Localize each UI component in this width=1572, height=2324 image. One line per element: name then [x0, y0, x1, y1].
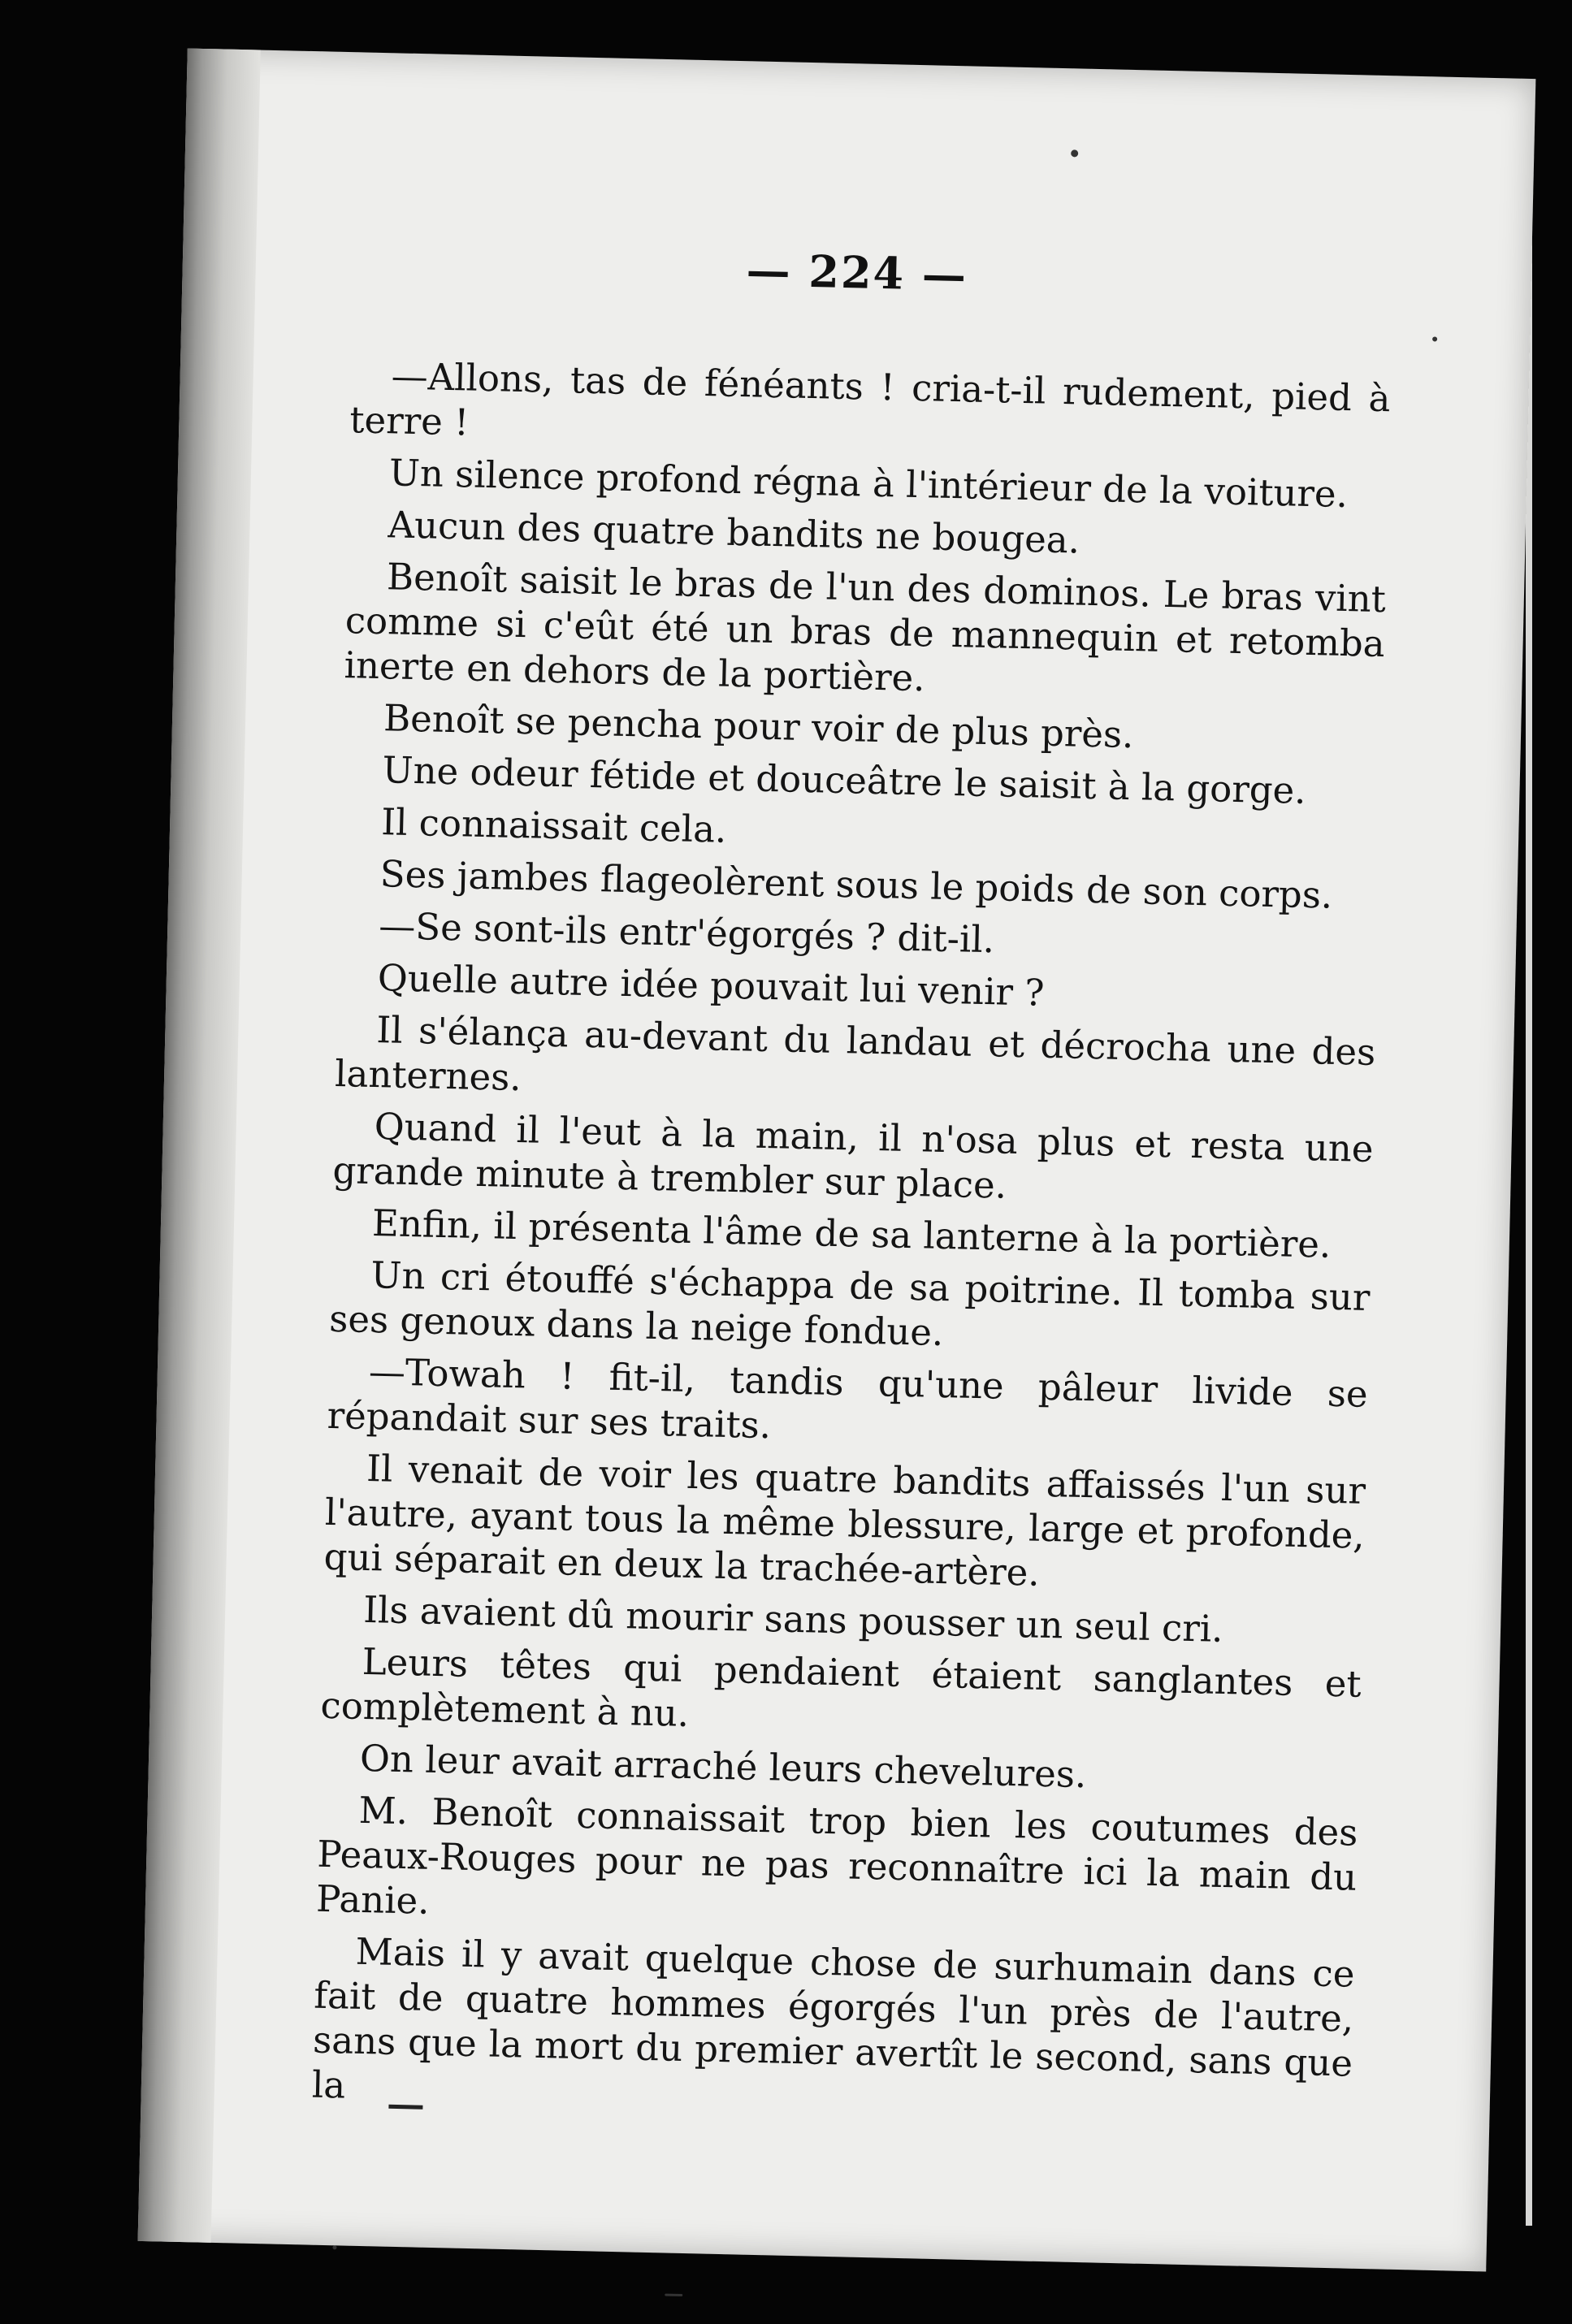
ink-speck — [1432, 336, 1437, 341]
paragraph: Il s'élança au-devant du landau et décrocha une des lanternes. — [334, 1008, 1376, 1100]
paragraph: Ses jambes flageolèrent sous le poids de son corps. — [379, 852, 1333, 917]
ink-speck — [665, 2294, 682, 2296]
page-text — [311, 353, 1391, 2137]
paragraph: Quand il l'eut à la main, il n'osa plus et resta une grande minute à trembler sur place. — [331, 1105, 1375, 1207]
footer-mark — [388, 2105, 422, 2110]
paragraph: Benoît saisit le bras de l'un des dominos. Le bras vint comme si c'eût été un bras de mannequin et retomba inerte en dehors de la portière. — [344, 555, 1387, 700]
paragraph: Enfin, il présenta l'âme de sa lanterne à la portière. — [371, 1201, 1332, 1266]
paragraph: —Se sont-ils entr'égorgés ? dit-il. — [378, 904, 995, 962]
paragraph: Une odeur fétide et douceâtre le saisit à la gorge. — [382, 748, 1307, 812]
page-number: — 224 — — [745, 244, 968, 301]
book-page — [138, 49, 1536, 2272]
paragraph: Il venait de voir les quatre bandits affaissés l'un sur l'autre, ayant tous la même blessure, large et profonde, qui séparait en deux la trachée-artère. — [323, 1446, 1366, 1595]
paragraph: Il connaissait cela. — [380, 800, 727, 851]
paragraph: Aucun des quatre bandits ne bougea. — [388, 503, 1080, 562]
paragraph: Un silence profond régna à l'intérieur de la voiture. — [388, 451, 1349, 517]
ink-speck — [1071, 149, 1078, 157]
paragraph: Mais il y avait quelque chose de surhumain dans ce fait de quatre hommes égorgés l'un près de l'autre, sans que la mort du premier avertît le second, sans que la — [311, 1929, 1356, 2107]
paragraph: Benoît se pencha pour voir de plus près. — [383, 696, 1134, 757]
paragraph: Quelle autre idée pouvait lui venir ? — [377, 956, 1046, 1015]
paragraph: M. Benoît connaissait trop bien les coutumes des Peaux-Rouges pour ne pas reconnaître ici la main du Panie. — [315, 1788, 1358, 1923]
paragraph: —Allons, tas de fénéants ! cria-t-il rudement, pied à terre ! — [349, 354, 1392, 444]
paragraph: Leurs têtes qui pendaient étaient sanglantes et complètement à nu. — [320, 1639, 1362, 1736]
paragraph: On leur avait arraché leurs chevelures. — [359, 1736, 1087, 1797]
ink-speck — [332, 2245, 336, 2249]
paragraph: Ils avaient dû mourir sans pousser un seul cri. — [362, 1587, 1224, 1651]
paragraph: —Towah ! fit-il, tandis qu'une pâleur livide se répandait sur ses traits. — [327, 1350, 1369, 1448]
paragraph: Un cri étouffé s'échappa de sa poitrine. Il tomba sur ses genoux dans la neige fondue. — [328, 1253, 1371, 1355]
